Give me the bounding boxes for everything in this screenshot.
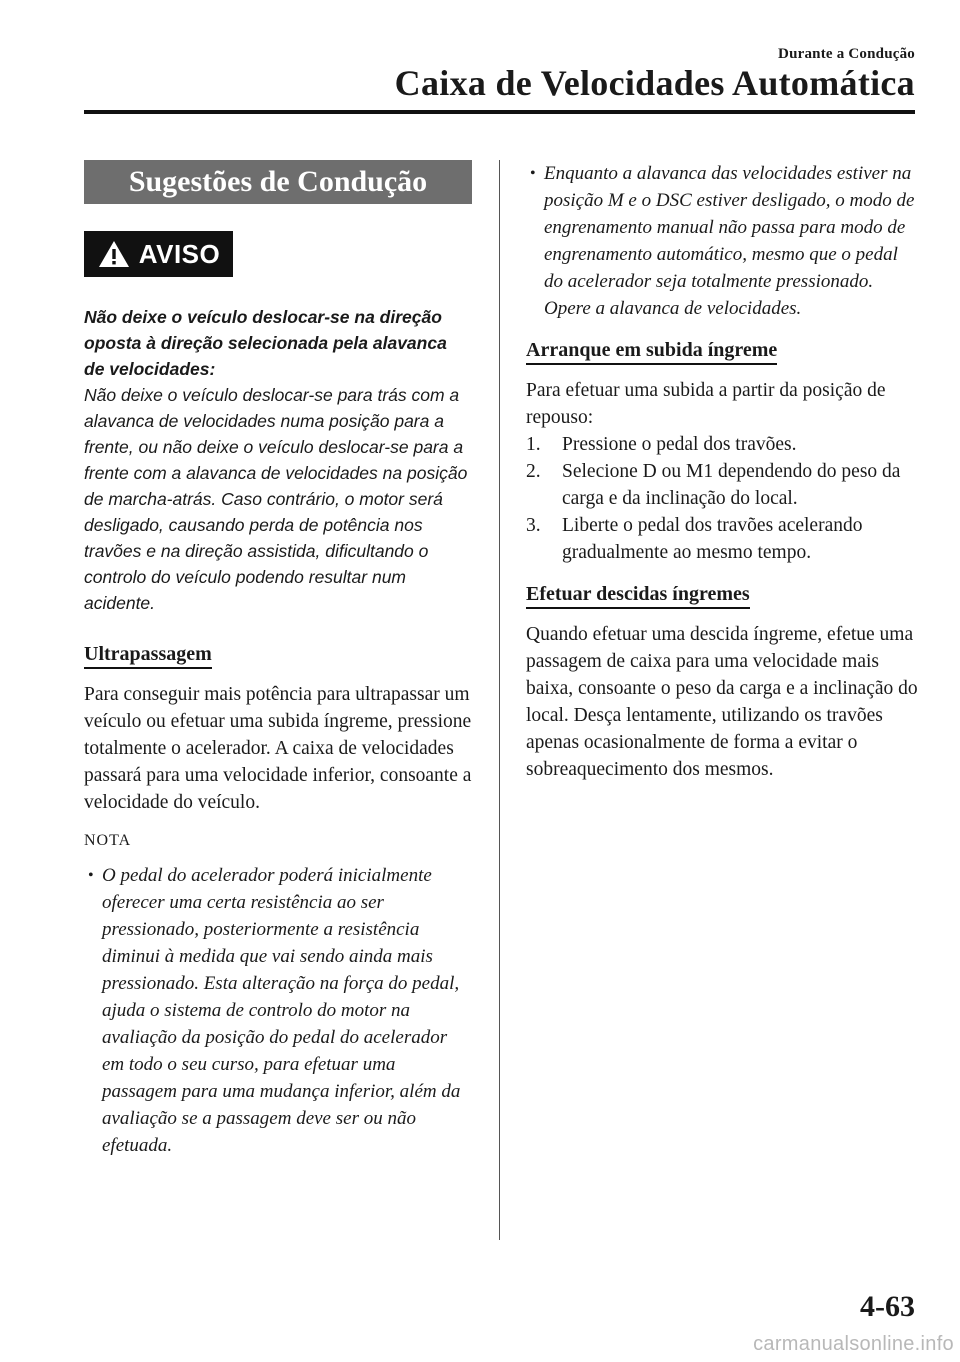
- chapter-label: Durante a Condução: [778, 46, 915, 62]
- ultrapassagem-section: [84, 642, 472, 816]
- warning-heading: Não deixe o veículo deslocar-se na direção oposta à direção selecionada pela alavanca de velocidades:: [84, 307, 447, 379]
- descidas-section: [526, 582, 918, 783]
- column-divider: [499, 160, 500, 1240]
- nota-item-text: O pedal do acelerador poderá inicialmente oferecer uma certa resistência ao ser pressionado, posteriormente a resistência diminui à medida que vai sendo ainda mais pressionado. Esta alteração na força do pedal, ajuda o sistema de controlo do motor na avaliação da posição do pedal do acelerador em todo o seu curso, para efetuar uma passagem para uma mudança inferior, além da avaliação se a passagem deve ser ou não efetuada.: [102, 865, 461, 1156]
- header-rule: [84, 110, 915, 114]
- step-text: Selecione D ou M1 dependendo do peso da carga e da inclinação do local.: [562, 461, 901, 509]
- nota-section: [84, 832, 472, 1159]
- nota-label: NOTA: [84, 832, 132, 849]
- warning-triangle-icon: [97, 239, 131, 269]
- warning-badge: [84, 231, 233, 277]
- list-item: [526, 458, 918, 512]
- arranque-section: [526, 338, 918, 566]
- arranque-intro: Para efetuar uma subida a partir da posição de repouso:: [526, 380, 886, 428]
- right-column: [526, 160, 918, 783]
- step-number: 1.: [526, 434, 541, 455]
- bullet-dot: •: [530, 165, 536, 182]
- nota-item-text: Enquanto a alavanca das velocidades estiver na posição M e o DSC estiver desligado, o modo de engrenamento manual não passa para modo de engrenamento automático, mesmo que o pedal do acelerador seja totalmente pressionado. Opere a alavanca de velocidades.: [544, 163, 915, 319]
- step-text: Pressione o pedal dos travões.: [562, 434, 797, 455]
- ultrapassagem-body: Para conseguir mais potência para ultrapassar um veículo ou efetuar uma subida íngreme, pressione totalmente o acelerador. A caixa de velocidades passará para uma velocidade inferior, consoante a velocidade do veículo.: [84, 684, 472, 813]
- step-text: Liberte o pedal dos travões acelerando gradualmente ao mesmo tempo.: [562, 515, 863, 563]
- page-title: Caixa de Velocidades Automática: [394, 63, 915, 103]
- section-title: Sugestões de Condução: [84, 160, 472, 204]
- descidas-heading: Efetuar descidas íngremes: [526, 582, 750, 609]
- descidas-body: Quando efetuar uma descida íngreme, efetue uma passagem de caixa para uma velocidade mais baixa, consoante o peso da carga e a inclinação do local. Desça lentamente, utilizando os travões apenas ocasionalmente de forma a evitar o sobreaquecimento dos mesmos.: [526, 624, 918, 780]
- arranque-steps: [526, 431, 918, 566]
- bullet-dot: •: [88, 867, 94, 884]
- warning-body: Não deixe o veículo deslocar-se para trás com a alavanca de velocidades numa posição para a frente, ou não deixe o veículo deslocar-se para a frente com a alavanca de velocidades na posição de marcha-atrás. Caso contrário, o motor será desligado, causando perda de potência nos travões e na direção assistida, dificultando o controlo do veículo podendo resultar num acidente.: [84, 385, 468, 613]
- ultrapassagem-heading: Ultrapassagem: [84, 642, 212, 669]
- arranque-heading: Arranque em subida íngreme: [526, 338, 777, 365]
- list-item: [526, 431, 918, 458]
- step-number: 2.: [526, 461, 541, 482]
- nota-item: [526, 160, 918, 322]
- step-number: 3.: [526, 515, 541, 536]
- warning-badge-label: AVISO: [138, 238, 221, 269]
- left-column: [84, 160, 472, 1159]
- warning-text: [84, 304, 472, 616]
- nota-item: [84, 862, 472, 1159]
- list-item: [526, 512, 918, 566]
- watermark: carmanualsonline.info: [753, 1333, 954, 1355]
- page-number: 4-63: [860, 1290, 915, 1323]
